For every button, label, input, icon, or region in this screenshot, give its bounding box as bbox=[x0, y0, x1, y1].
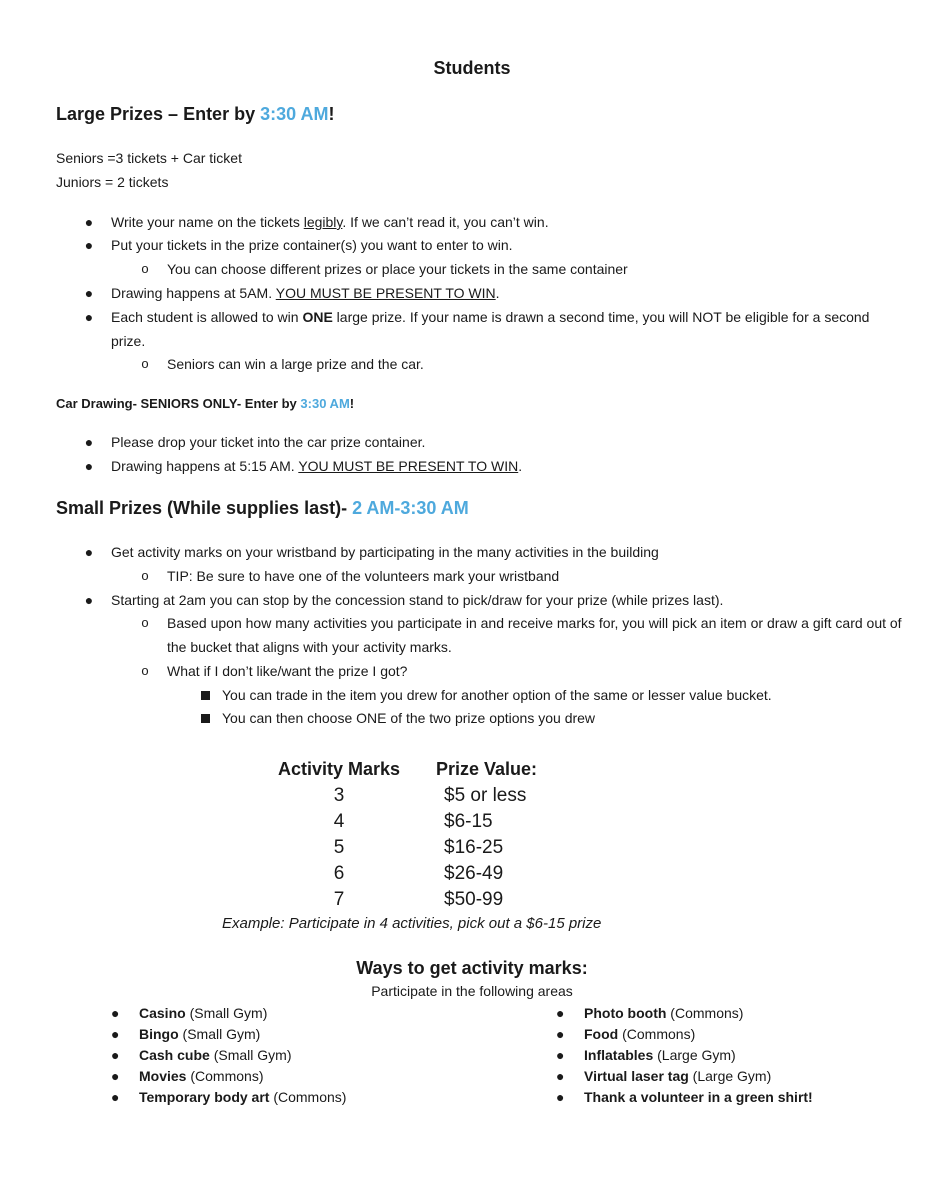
car-heading-time: 3:30 AM bbox=[300, 396, 350, 411]
bold-text: ONE bbox=[302, 309, 333, 325]
list-item bbox=[556, 1066, 926, 1087]
list-item bbox=[556, 1087, 926, 1108]
square-bullet-icon bbox=[198, 683, 212, 707]
bullet-text: Starting at 2am you can stop by the concession stand to pick/draw for your prize (while prizes last). bbox=[111, 592, 724, 608]
car-heading-end: ! bbox=[349, 396, 355, 411]
area-name: Food bbox=[584, 1026, 619, 1042]
table-cell-value: $26-49 bbox=[444, 863, 504, 884]
area-text bbox=[139, 1045, 291, 1066]
sub-sub-bullet-text: You can then choose ONE of the two prize options you drew bbox=[222, 710, 596, 726]
page-title: Students bbox=[433, 58, 511, 78]
text-part: Drawing happens at 5:15 AM. bbox=[111, 458, 299, 474]
area-location: (Large Gym) bbox=[688, 1068, 772, 1084]
area-text bbox=[584, 1087, 813, 1108]
underlined-text: YOU MUST BE PRESENT TO WIN bbox=[298, 458, 519, 474]
bullet-marker: ● bbox=[84, 592, 94, 608]
area-name: Bingo bbox=[139, 1026, 179, 1042]
bullet-marker: ● bbox=[556, 1068, 565, 1084]
area-location: (Small Gym) bbox=[178, 1026, 261, 1042]
table-cell-value: $6-15 bbox=[444, 811, 493, 832]
text-part: . bbox=[518, 458, 523, 474]
list-item bbox=[556, 1024, 926, 1045]
car-heading-text: Car Drawing- SENIORS ONLY- Enter by bbox=[56, 396, 301, 411]
area-text bbox=[139, 1087, 346, 1108]
area-text bbox=[139, 1003, 267, 1024]
sub-bullet-marker: o bbox=[141, 568, 149, 583]
bullet-text bbox=[111, 281, 500, 305]
sub-bullet-text: TIP: Be sure to have one of the volunteers mark your wristband bbox=[167, 568, 560, 584]
area-location: (Commons) bbox=[666, 1005, 744, 1021]
sub-bullet-text: Seniors can win a large prize and the car. bbox=[167, 356, 424, 372]
area-location: (Commons) bbox=[186, 1068, 264, 1084]
bullet-marker: ● bbox=[111, 1068, 120, 1084]
sub-bullet-text: What if I don’t like/want the prize I got? bbox=[167, 663, 408, 679]
area-location: (Large Gym) bbox=[653, 1047, 736, 1063]
table-header-prize-value: Prize Value: bbox=[436, 759, 538, 779]
table-cell-marks: 7 bbox=[333, 889, 345, 910]
small-prizes-heading bbox=[56, 498, 469, 519]
juniors-ticket-line: Juniors = 2 tickets bbox=[56, 174, 169, 190]
table-cell-value: $5 or less bbox=[444, 785, 527, 806]
area-text bbox=[139, 1024, 260, 1045]
table-cell-marks: 3 bbox=[333, 785, 345, 806]
bullet-marker: ● bbox=[84, 458, 94, 474]
list-item bbox=[556, 1045, 926, 1066]
area-location: (Commons) bbox=[269, 1089, 347, 1105]
area-text bbox=[584, 1066, 771, 1087]
table-cell-value: $16-25 bbox=[444, 837, 504, 858]
bullet-marker: ● bbox=[84, 309, 94, 325]
list-item bbox=[111, 1066, 471, 1087]
bullet-marker: ● bbox=[556, 1089, 565, 1105]
sub-bullet-text: You can choose different prizes or place your tickets in the same container bbox=[167, 261, 628, 277]
bullet-text bbox=[111, 210, 549, 234]
bullet-text: Get activity marks on your wristband by participating in the many activities in the building bbox=[111, 544, 659, 560]
table-cell-value: $50-99 bbox=[444, 889, 504, 910]
underlined-text: legibly bbox=[303, 214, 343, 230]
ways-heading: Ways to get activity marks: bbox=[356, 958, 588, 978]
list-item bbox=[556, 1003, 926, 1024]
bullet-marker: ● bbox=[111, 1005, 120, 1021]
large-prizes-time: 3:30 AM bbox=[260, 104, 329, 124]
area-name: Movies bbox=[139, 1068, 187, 1084]
list-item bbox=[111, 1087, 471, 1108]
bullet-marker: ● bbox=[556, 1026, 565, 1042]
sub-bullet-marker: o bbox=[141, 663, 149, 678]
text-part: . bbox=[495, 285, 500, 301]
list-item bbox=[111, 1024, 471, 1045]
sub-bullet-text: Based upon how many activities you participate in and receive marks for, you will pick an item or draw a gift card out of the bucket that aligns with your activity marks. bbox=[167, 615, 902, 655]
area-text bbox=[584, 1024, 695, 1045]
large-prizes-heading bbox=[56, 104, 334, 125]
sub-bullet-marker: o bbox=[141, 356, 149, 371]
large-prizes-heading-text: Large Prizes – Enter by bbox=[56, 104, 261, 124]
ways-subheading: Participate in the following areas bbox=[371, 983, 573, 999]
area-name: Photo booth bbox=[584, 1005, 667, 1021]
text-part: . If we can’t read it, you can’t win. bbox=[342, 214, 549, 230]
area-name: Inflatables bbox=[584, 1047, 654, 1063]
bullet-marker: ● bbox=[111, 1047, 120, 1063]
bullet-marker: ● bbox=[84, 214, 94, 230]
small-prizes-time: 2 AM-3:30 AM bbox=[352, 498, 469, 518]
example-text: Example: Participate in 4 activities, pick out a $6-15 prize bbox=[222, 915, 602, 932]
large-prizes-heading-end: ! bbox=[328, 104, 335, 124]
sub-bullet-marker: o bbox=[141, 615, 149, 630]
bullet-text: Please drop your ticket into the car prize container. bbox=[111, 434, 426, 450]
sub-bullet-marker: o bbox=[141, 261, 149, 276]
area-text bbox=[584, 1045, 736, 1066]
bullet-marker: ● bbox=[84, 544, 94, 560]
bullet-text bbox=[111, 305, 901, 353]
area-name: Cash cube bbox=[139, 1047, 210, 1063]
table-cell-marks: 5 bbox=[333, 837, 345, 858]
area-text bbox=[584, 1003, 743, 1024]
area-name: Casino bbox=[139, 1005, 186, 1021]
text-part: Drawing happens at 5AM. bbox=[111, 285, 276, 301]
car-drawing-heading bbox=[56, 396, 354, 411]
table-cell-marks: 6 bbox=[333, 863, 345, 884]
bullet-marker: ● bbox=[84, 285, 94, 301]
area-name: Temporary body art bbox=[139, 1089, 270, 1105]
bullet-marker: ● bbox=[84, 434, 94, 450]
bullet-marker: ● bbox=[556, 1005, 565, 1021]
sub-sub-bullet-text: You can trade in the item you drew for another option of the same or lesser value bucket. bbox=[222, 687, 772, 703]
bullet-marker: ● bbox=[111, 1026, 120, 1042]
area-text bbox=[139, 1066, 263, 1087]
list-item bbox=[111, 1003, 471, 1024]
area-location: (Small Gym) bbox=[185, 1005, 268, 1021]
table-header-activity-marks: Activity Marks bbox=[278, 759, 401, 779]
area-location: (Commons) bbox=[618, 1026, 696, 1042]
bullet-text: Put your tickets in the prize container(s) you want to enter to win. bbox=[111, 237, 513, 253]
areas-list-right bbox=[556, 1003, 926, 1108]
small-prizes-heading-text: Small Prizes (While supplies last)- bbox=[56, 498, 353, 518]
square-bullet-icon bbox=[198, 706, 212, 730]
text-part: Each student is allowed to win bbox=[111, 309, 303, 325]
text-part: Write your name on the tickets bbox=[111, 214, 304, 230]
bullet-marker: ● bbox=[111, 1089, 120, 1105]
table-cell-marks: 4 bbox=[333, 811, 345, 832]
areas-list-left bbox=[111, 1003, 471, 1108]
area-name: Virtual laser tag bbox=[584, 1068, 689, 1084]
area-name: Thank a volunteer in a green shirt! bbox=[584, 1089, 813, 1105]
underlined-text: YOU MUST BE PRESENT TO WIN bbox=[275, 285, 496, 301]
list-item bbox=[111, 1045, 471, 1066]
bullet-marker: ● bbox=[84, 237, 94, 253]
text-part: large prize. If your name is drawn a second time, you will NOT be eligible for a second prize. bbox=[111, 309, 870, 349]
bullet-text bbox=[111, 454, 522, 478]
seniors-ticket-line: Seniors =3 tickets + Car ticket bbox=[56, 150, 242, 166]
area-location: (Small Gym) bbox=[209, 1047, 292, 1063]
bullet-marker: ● bbox=[556, 1047, 565, 1063]
